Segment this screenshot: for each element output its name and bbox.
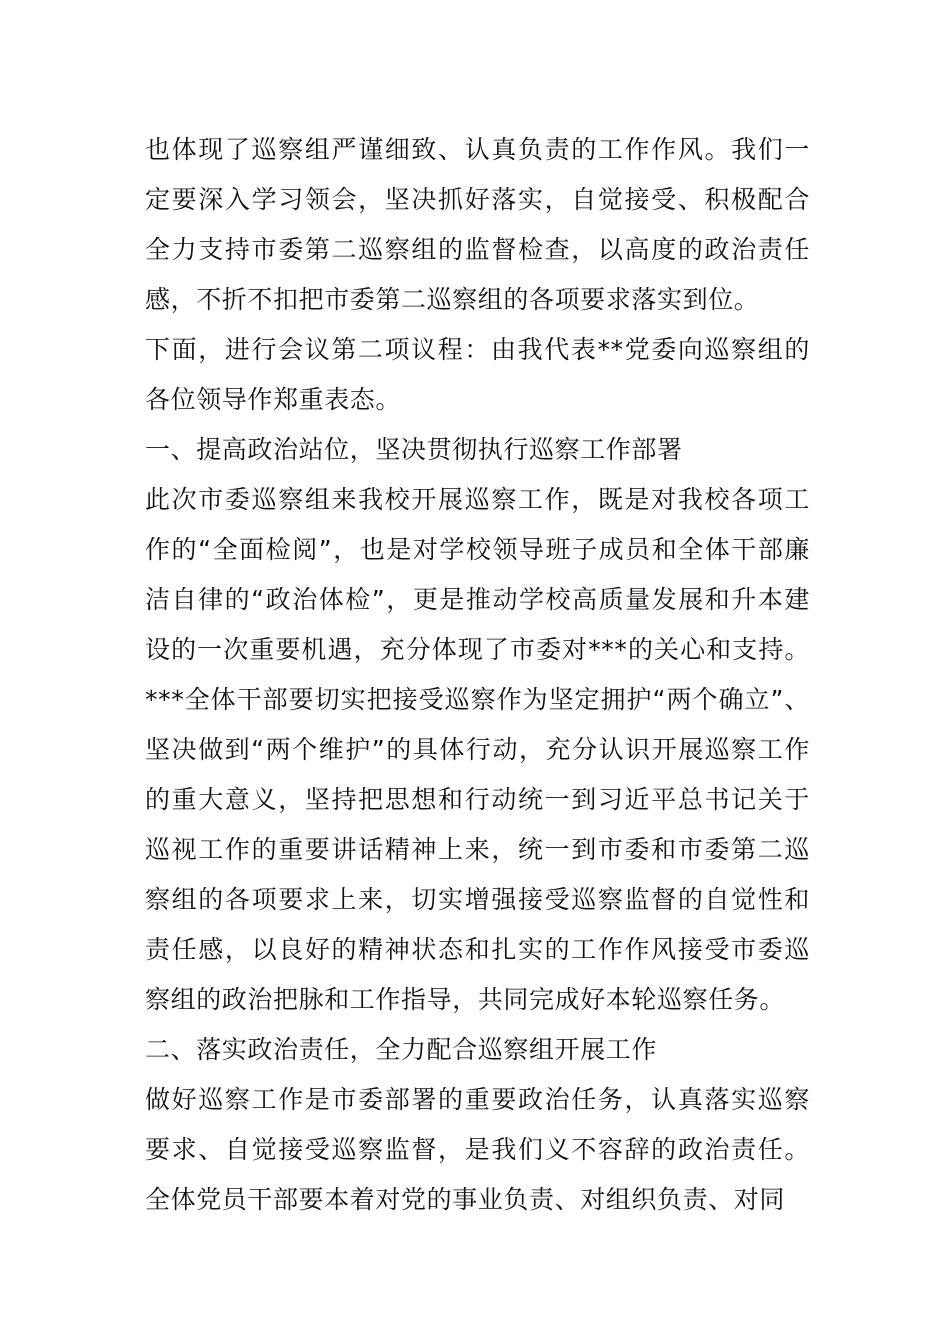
paragraph-section-1-body: 此次市委巡察组来我校开展巡察工作，既是对我校各项工作的“全面检阅”，也是对学校领导班子成员和全体干部廉洁自律的“政治体检”，更是推动学校高质量发展和升本建设的一次重要机遇，充分体现了市委对***的关心和支持。***全体干部要切实把接受巡察作为坚定拥护“两个确立”、坚决做到“两个维护”的具体行动，充分认识开展巡察工作的重大意义，坚持把思想和行动统一到习近平总书记关于巡视工作的重要讲话精神上来，统一到市委和市委第二巡察组的各项要求上来，切实增强接受巡察监督的自觉性和责任感，以良好的精神状态和扎实的工作作风接受市委巡察组的政治把脉和工作指导，共同完成好本轮巡察任务。 [145,485,810,1014]
section-heading-1: 一、提高政治站位，坚决贯彻执行巡察工作部署 [145,435,683,464]
section-heading-2: 二、落实政治责任，全力配合巡察组开展工作 [145,1035,658,1064]
paragraph-agenda-item: 下面，进行会议第二项议程：由我代表**党委向巡察组的各位领导作郑重表态。 [145,335,810,414]
paragraph-section-2-body: 做好巡察工作是市委部署的重要政治任务，认真落实巡察要求、自觉接受巡察监督，是我们义不容辞的政治责任。全体党员干部要本着对党的事业负责、对组织负责、对同 [145,1085,810,1214]
document-body [145,125,810,1225]
paragraph-commitment: 也体现了巡察组严谨细致、认真负责的工作作风。我们一定要深入学习领会，坚决抓好落实，自觉接受、积极配合全力支持市委第二巡察组的监督检查，以高度的政治责任感，不折不扣把市委第二巡察组的各项要求落实到位。 [145,135,810,314]
